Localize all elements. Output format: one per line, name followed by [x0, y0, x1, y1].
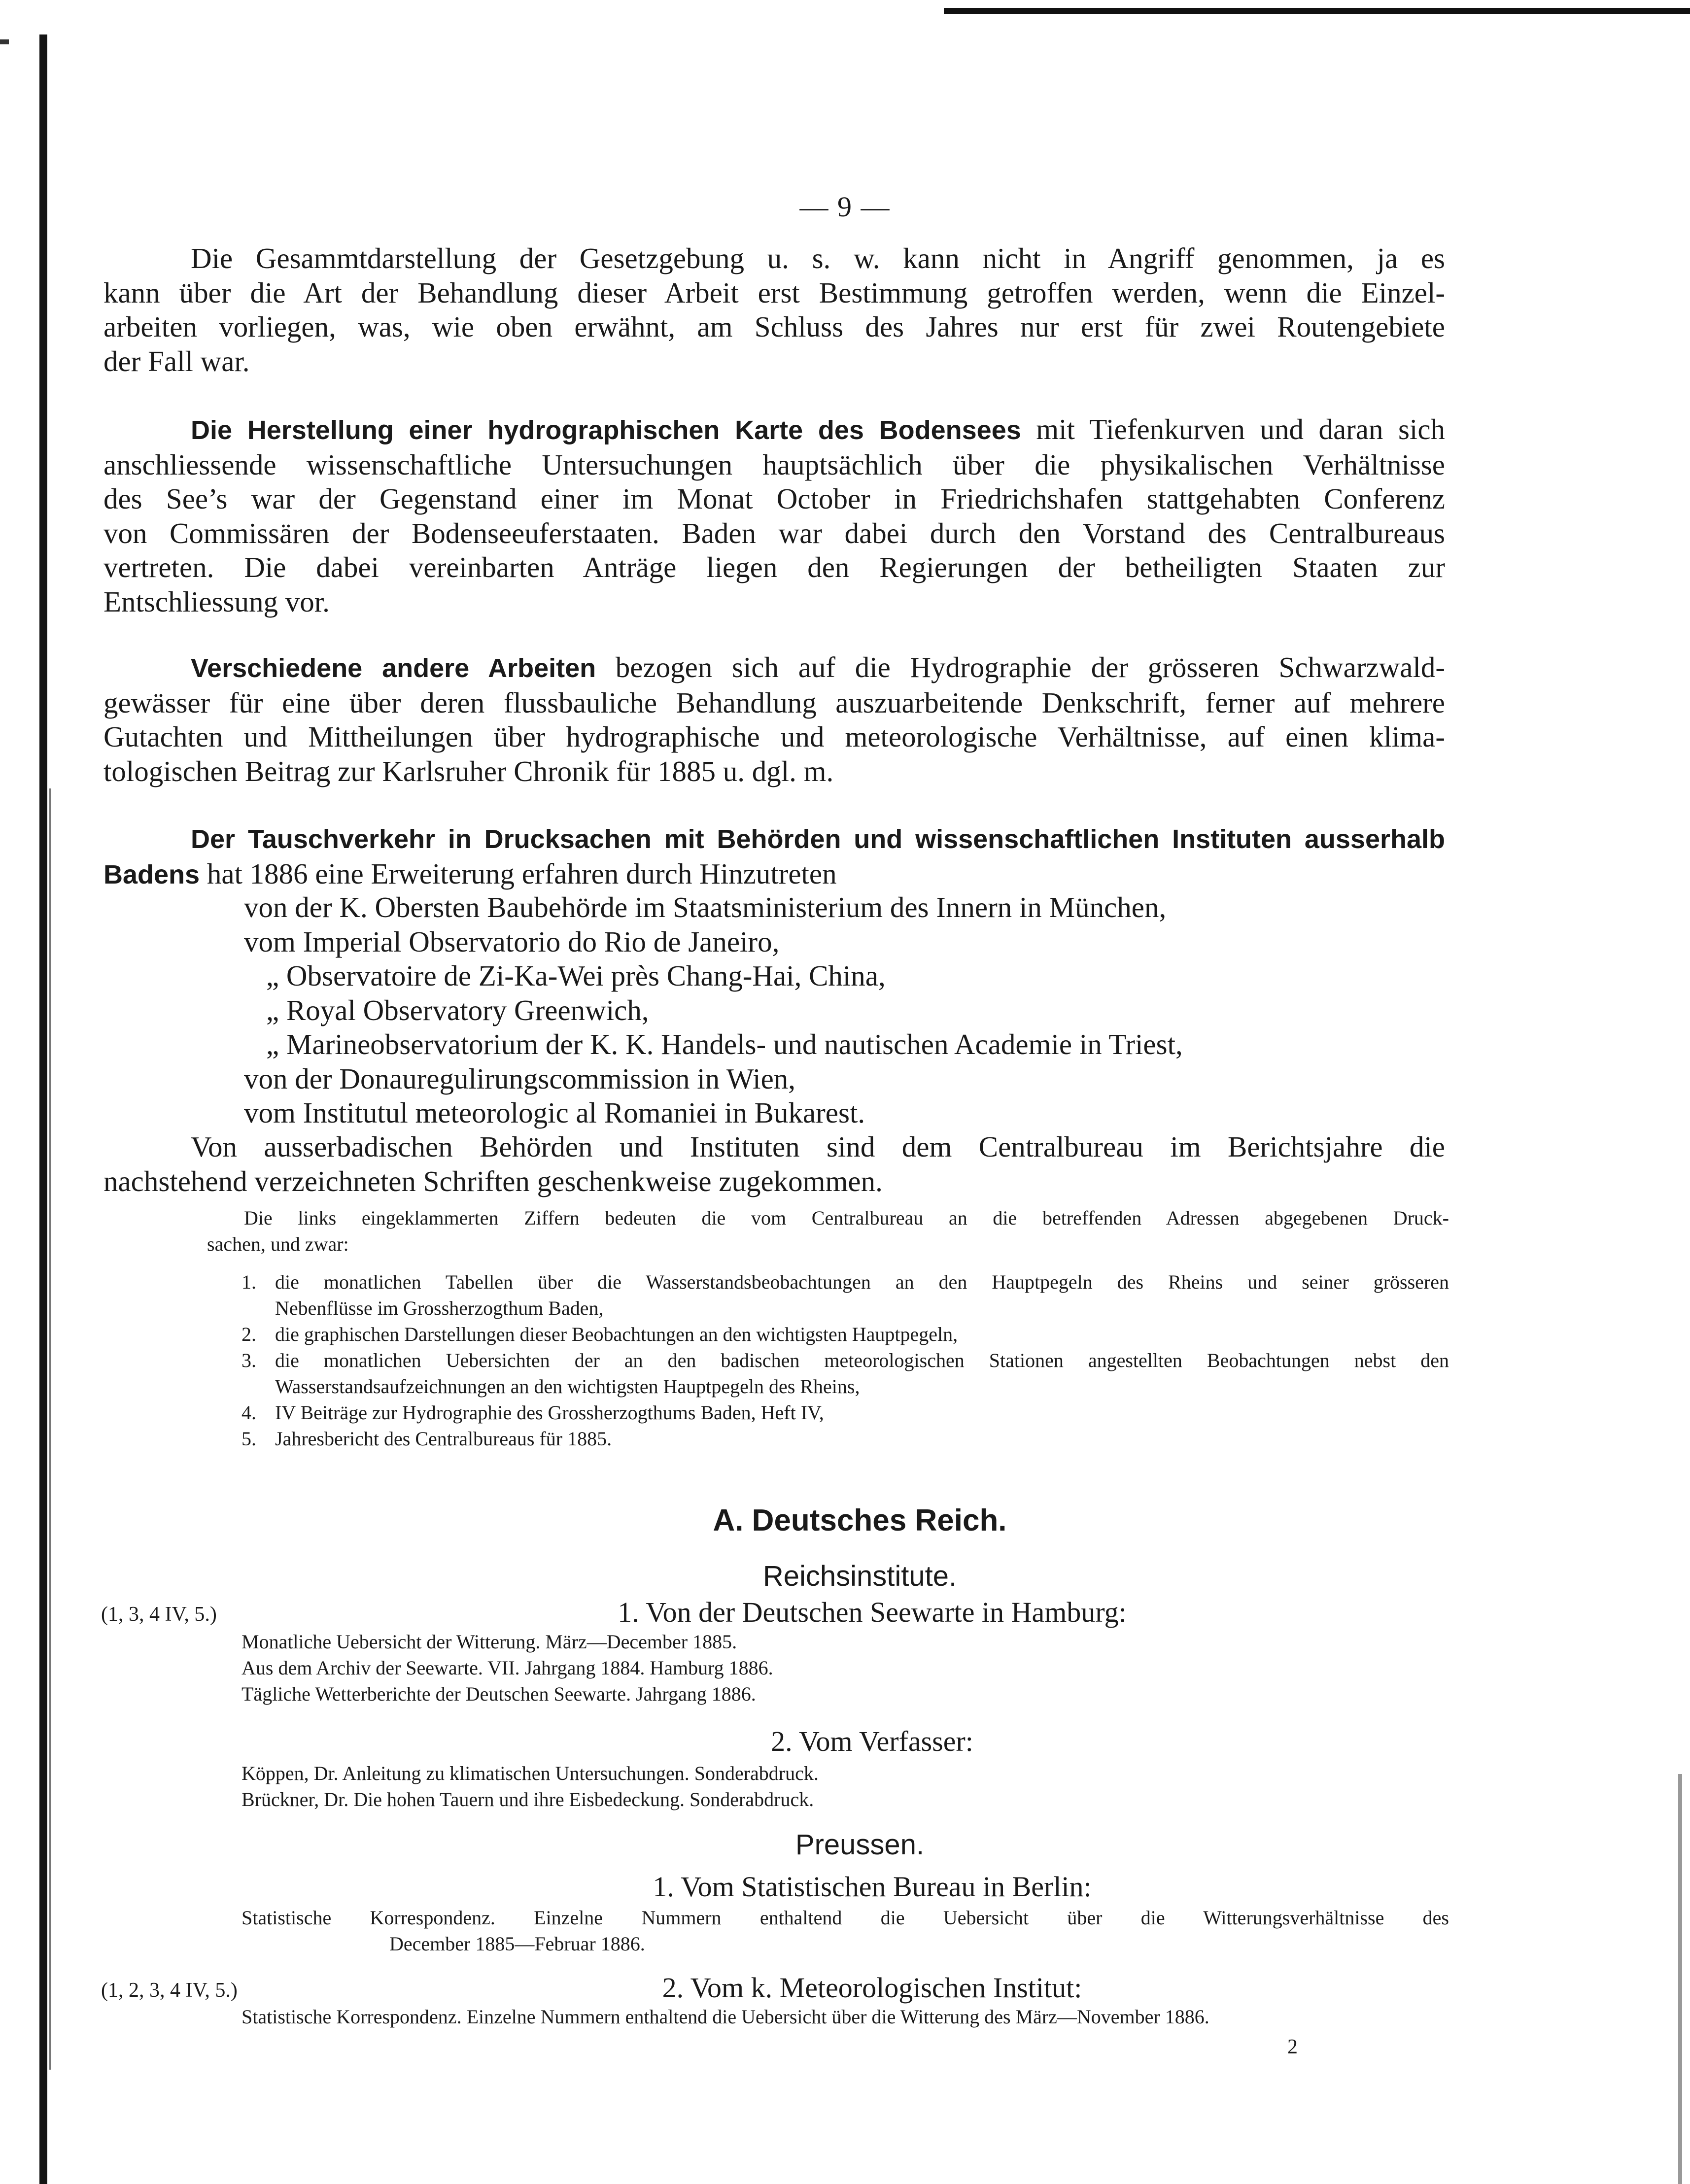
- text-line: nachstehend verzeichneten Schriften geschenkweise zugekommen.: [103, 1164, 883, 1197]
- list-item: vom Imperial Observatorio do Rio de Janeiro,: [244, 925, 780, 958]
- source-entries: [241, 1905, 1449, 1957]
- paragraph-exchange: [103, 821, 1445, 892]
- footnote-item: [241, 1321, 1449, 1347]
- text-line: [103, 412, 1445, 448]
- source-entries: [241, 1629, 773, 1707]
- text-line: sachen, und zwar:: [207, 1233, 349, 1255]
- text-line: Von ausserbadischen Behörden und Instituten sind dem Centralbureau im Berichtsjahre die: [191, 1130, 1445, 1163]
- text-line: anschliessende wissenschaftliche Untersuchungen hauptsächlich über die physikalischen Verhältnisse: [103, 448, 1445, 481]
- bold-lead: Verschiedene andere Arbeiten: [191, 653, 596, 683]
- text-line: [241, 1321, 1449, 1347]
- text-line: [241, 1426, 1449, 1452]
- text-line: Die links eingeklammerten Ziffern bedeuten die vom Centralbureau an die betreffenden Adressen abgegebenen Druck-: [244, 1207, 1449, 1229]
- list-item: „ Marineobservatorium der K. K. Handels- und nautischen Academie in Triest,: [266, 1028, 1183, 1060]
- section-title: A. Deutsches Reich.: [713, 1503, 1007, 1537]
- text-run: die monatlichen Uebersichten der an den badischen meteorologischen Stationen angestellten Beobachtungen nebst den: [275, 1349, 1449, 1371]
- text-line: der Fall war.: [103, 344, 250, 377]
- list-item: „ Observatoire de Zi-Ka-Wei près Chang-Hai, China,: [266, 959, 886, 992]
- paragraph-legislation: [103, 241, 1445, 378]
- footnote-item: [241, 1426, 1449, 1452]
- item-number: 3.: [241, 1349, 256, 1371]
- text-line: Die Gesammtdarstellung der Gesetzgebung u. s. w. kann nicht in Angriff genommen, ja es: [191, 242, 1445, 274]
- text-line: [103, 650, 1445, 686]
- text-line: [103, 821, 1445, 857]
- list-item: von der Donauregulirungscommission in Wien,: [244, 1062, 796, 1095]
- text-line: kann über die Art der Behandlung dieser Arbeit erst Bestimmung getroffen werden, wenn die Einzel-: [103, 276, 1445, 309]
- entry-line: Statistische Korrespondenz. Einzelne Nummern enthaltend die Uebersicht über die Witterungsverhältnisse des: [241, 1907, 1449, 1929]
- bold-lead: Der Tauschverkehr in Drucksachen mit Behörden und wissenschaftlichen Instituten ausserhalb: [191, 824, 1445, 854]
- footnote-item: [241, 1269, 1449, 1321]
- text-line: Nebenflüsse im Grossherzogthum Baden,: [275, 1297, 604, 1319]
- margin-reference: (1, 3, 4 IV, 5.): [101, 1603, 217, 1626]
- list-item: „ Royal Observatory Greenwich,: [266, 993, 649, 1026]
- scan-left-edge: [39, 34, 47, 2184]
- exchange-list: [244, 890, 1183, 1130]
- item-number: 2.: [241, 1323, 256, 1345]
- source-entries: [241, 1760, 819, 1812]
- entry-line: December 1885—Februar 1886.: [389, 1933, 645, 1955]
- text-line: vertreten. Die dabei vereinbarten Anträge liegen den Regierungen der betheiligten Staaten zur: [103, 551, 1445, 583]
- footnote-item: [241, 1399, 1449, 1426]
- text-line: [241, 1347, 1449, 1373]
- text-line: Gutachten und Mittheilungen über hydrographische und meteorologische Verhältnisse, auf einen klima-: [103, 720, 1445, 753]
- text-line: [103, 857, 1445, 892]
- scan-tick-mark: [0, 39, 9, 44]
- text-run: mit Tiefenkurven und daran sich: [1021, 413, 1446, 445]
- item-number: 1.: [241, 1271, 256, 1293]
- paragraph-other-works: [103, 650, 1445, 788]
- bold-lead: Die Herstellung einer hydrographischen Karte des Bodensees: [191, 415, 1021, 445]
- paragraph-donations: [103, 1130, 1445, 1198]
- text-line: des See’s war der Gegenstand einer im Monat October in Friedrichshafen stattgehabten Conferenz: [103, 482, 1445, 515]
- entry-line: Köppen, Dr. Anleitung zu klimatischen Untersuchungen. Sonderabdruck.: [241, 1762, 819, 1784]
- entry-line: Monatliche Uebersicht der Witterung. März—December 1885.: [241, 1631, 737, 1653]
- text-line: gewässer für eine über deren flussbauliche Behandlung auszuarbeitende Denkschrift, ferner auf mehrere: [103, 686, 1445, 719]
- text-run: IV Beiträge zur Hydrographie des Grossherzogthums Baden, Heft IV,: [275, 1401, 824, 1424]
- source-heading: 2. Vom Verfasser:: [771, 1725, 973, 1757]
- item-number: 4.: [241, 1401, 256, 1424]
- text-run: Jahresbericht des Centralbureaus für 1885.: [275, 1428, 612, 1450]
- text-line: von Commissären der Bodenseeuferstaaten. Baden war dabei durch den Vorstand des Centralbureaus: [103, 516, 1445, 549]
- source-entries: [241, 2004, 1449, 2030]
- paragraph-bodensee-map: [103, 412, 1445, 619]
- page-number: — 9 —: [799, 191, 891, 223]
- bold-lead: Badens: [103, 859, 200, 889]
- list-item: von der K. Obersten Baubehörde im Staatsministerium des Innern in München,: [244, 891, 1167, 923]
- footnote-intro: [207, 1205, 1449, 1257]
- scan-top-rule: [944, 8, 1690, 14]
- footnote-list: [241, 1269, 1449, 1452]
- source-heading: 1. Von der Deutschen Seewarte in Hamburg:: [618, 1596, 1127, 1628]
- footnote-item: [241, 1347, 1449, 1399]
- entry-line: Brückner, Dr. Die hohen Tauern und ihre Eisbedeckung. Sonderabdruck.: [241, 1788, 814, 1810]
- text-run: die graphischen Darstellungen dieser Beobachtungen an den wichtigsten Hauptpegeln,: [275, 1323, 958, 1345]
- entry-line: Aus dem Archiv der Seewarte. VII. Jahrgang 1884. Hamburg 1886.: [241, 1657, 773, 1679]
- text-run: die monatlichen Tabellen über die Wasserstandsbeobachtungen an den Hauptpegeln des Rheins und seiner grösseren: [275, 1271, 1449, 1293]
- text-line: arbeiten vorliegen, was, wie oben erwähnt, am Schluss des Jahres nur erst für zwei Routengebiete: [103, 310, 1445, 343]
- text-line: tologischen Beitrag zur Karlsruher Chronik für 1885 u. dgl. m.: [103, 754, 834, 787]
- text-line: [241, 1269, 1449, 1295]
- subsection-title-preussen: Preussen.: [795, 1829, 925, 1861]
- source-heading: 1. Vom Statistischen Bureau in Berlin:: [653, 1871, 1092, 1903]
- subsection-title-reichsinstitute: Reichsinstitute.: [762, 1560, 957, 1592]
- text-run: bezogen sich auf die Hydrographie der grösseren Schwarzwald-: [596, 651, 1445, 683]
- item-number: 5.: [241, 1428, 256, 1450]
- signature-mark: 2: [1287, 2036, 1298, 2058]
- list-item: vom Institutul meteorologic al Romaniei in Bukarest.: [244, 1096, 865, 1129]
- text-run: hat 1886 eine Erweiterung erfahren durch Hinzutreten: [200, 857, 837, 890]
- text-line: Entschliessung vor.: [103, 585, 330, 618]
- entry-line: Tägliche Wetterberichte der Deutschen Seewarte. Jahrgang 1886.: [241, 1683, 756, 1705]
- entry-line: Statistische Korrespondenz. Einzelne Nummern enthaltend die Uebersicht über die Witterung des März—November 1886.: [241, 2006, 1209, 2028]
- margin-reference: (1, 2, 3, 4 IV, 5.): [101, 1979, 238, 2002]
- source-heading: 2. Vom k. Meteorologischen Institut:: [662, 1972, 1082, 2004]
- text-line: Wasserstandsaufzeichnungen an den wichtigsten Hauptpegeln des Rheins,: [275, 1375, 860, 1398]
- text-line: [241, 1399, 1449, 1426]
